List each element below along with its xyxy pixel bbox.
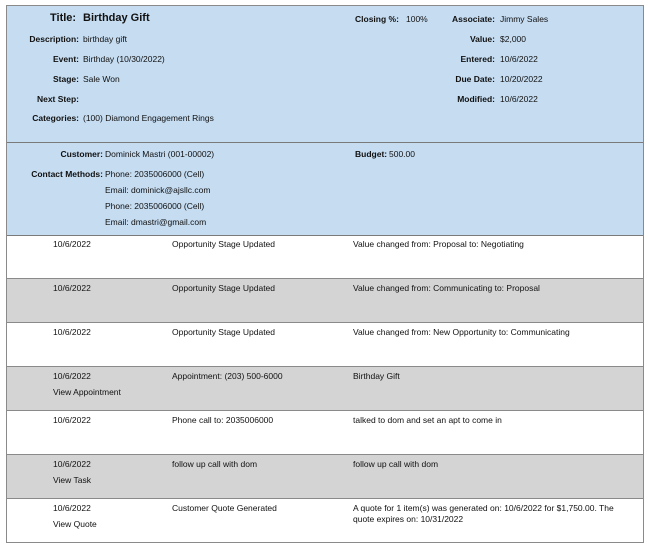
contact-method: Email: dmastri@gmail.com: [105, 217, 207, 227]
stage-value: Sale Won: [83, 74, 120, 84]
opportunity-detail-panel: [6, 5, 644, 543]
budget-label: Budget:: [355, 149, 388, 159]
history-activity: Customer Quote Generated: [172, 503, 277, 513]
description-value: birthday gift: [83, 34, 127, 44]
customer-label: Customer:: [60, 149, 103, 159]
entered-label: Entered:: [460, 54, 495, 64]
history-row: [7, 323, 643, 367]
due-date-value: 10/20/2022: [500, 74, 543, 84]
associate-label: Associate:: [452, 14, 495, 24]
history-date: 10/6/2022: [53, 283, 91, 293]
history-date: 10/6/2022: [53, 503, 91, 513]
history-details: Value changed from: Proposal to: Negotiating: [353, 239, 524, 249]
contact-method: Phone: 2035006000 (Cell): [105, 201, 205, 211]
view-appointment-link[interactable]: View Appointment: [53, 387, 121, 397]
history-row: [7, 279, 643, 323]
contact-methods-label: Contact Methods:: [31, 169, 103, 179]
history-activity: Opportunity Stage Updated: [172, 327, 276, 337]
entered-value: 10/6/2022: [500, 54, 538, 64]
event-value: Birthday (10/30/2022): [83, 54, 165, 64]
history-date: 10/6/2022: [53, 239, 91, 249]
history-row: [7, 499, 643, 543]
modified-value: 10/6/2022: [500, 94, 538, 104]
title-value: Birthday Gift: [83, 12, 150, 24]
history-details: talked to dom and set an apt to come in: [353, 415, 502, 425]
modified-label: Modified:: [457, 94, 495, 104]
title-label: Title:: [50, 12, 77, 24]
history-activity: Phone call to: 2035006000: [172, 415, 274, 425]
closing-value: 100%: [406, 14, 428, 24]
history-list: [7, 235, 643, 543]
value-label: Value:: [469, 34, 495, 44]
history-activity: Opportunity Stage Updated: [172, 283, 276, 293]
contact-method: Phone: 2035006000 (Cell): [105, 169, 205, 179]
customer-info-section: [7, 143, 643, 236]
history-row: [7, 235, 643, 279]
history-date: 10/6/2022: [53, 327, 91, 337]
view-task-link[interactable]: View Task: [53, 475, 91, 485]
history-details: A quote for 1 item(s) was generated on: 10/6/2022 for $1,750.00. The quote expires on: 10/31/2022: [353, 503, 614, 524]
due-date-label: Due Date:: [455, 74, 495, 84]
contact-method: Email: dominick@ajsllc.com: [105, 185, 211, 195]
event-label: Event:: [53, 54, 79, 64]
closing-label: Closing %:: [355, 14, 399, 24]
budget-value: 500.00: [389, 149, 415, 159]
history-date: 10/6/2022: [53, 459, 91, 469]
stage-label: Stage:: [53, 74, 79, 84]
history-date: 10/6/2022: [53, 415, 91, 425]
history-row: [7, 411, 643, 455]
view-quote-link[interactable]: View Quote: [53, 519, 97, 529]
history-row: [7, 455, 643, 499]
history-details: Value changed from: Communicating to: Proposal: [353, 283, 540, 293]
value-value: $2,000: [500, 34, 526, 44]
customer-value: Dominick Mastri (001-00002): [105, 149, 215, 159]
history-details: Birthday Gift: [353, 371, 400, 381]
opportunity-info-section: [7, 6, 643, 143]
history-row: [7, 367, 643, 411]
categories-label: Categories:: [32, 113, 79, 123]
history-date: 10/6/2022: [53, 371, 91, 381]
next-step-label: Next Step:: [36, 94, 79, 104]
history-activity: Appointment: (203) 500-6000: [172, 371, 283, 381]
history-activity: Opportunity Stage Updated: [172, 239, 276, 249]
associate-value: Jimmy Sales: [500, 14, 549, 24]
history-activity: follow up call with dom: [172, 459, 258, 469]
history-details: Value changed from: New Opportunity to: Communicating: [353, 327, 570, 337]
categories-value: (100) Diamond Engagement Rings: [83, 113, 214, 123]
description-label: Description:: [29, 34, 79, 44]
history-details: follow up call with dom: [353, 459, 439, 469]
